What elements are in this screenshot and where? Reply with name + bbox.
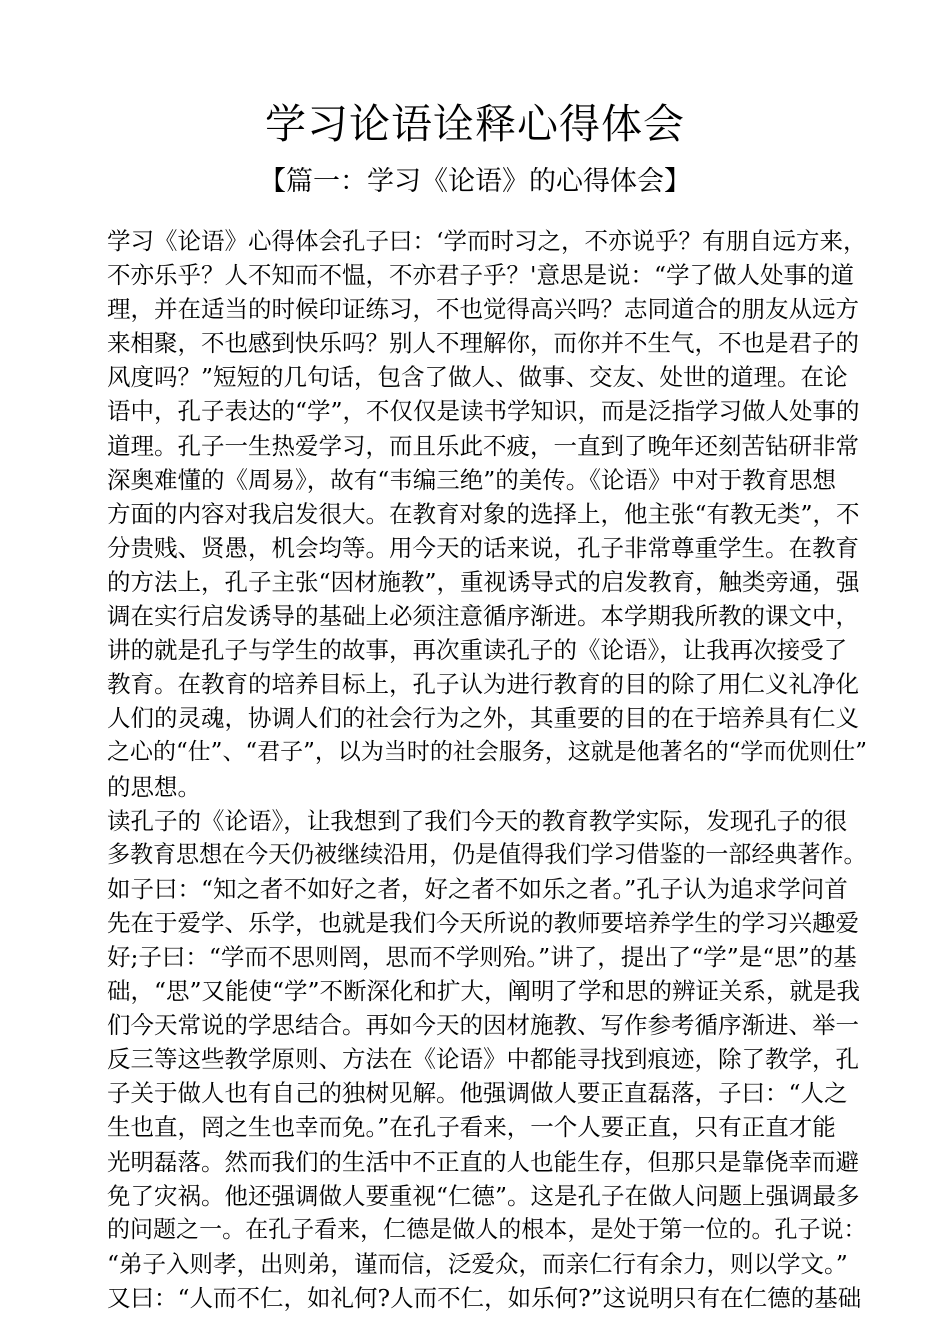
text-line: 子关于做人也有自己的独树见解。他强调做人要正直磊落，子曰：“人之	[107, 1079, 848, 1108]
text-line: 免了灾祸。他还强调做人要重视“仁德”。这是孔子在做人问题上强调最多	[107, 1181, 860, 1210]
text-line: 方面的内容对我启发很大。在教育对象的选择上，他主张“有教无类”，不	[107, 499, 860, 528]
text-line: 的思想。	[107, 772, 201, 801]
text-line: 人们的灵魂，协调人们的社会行为之外，其重要的目的在于培养具有仁义	[107, 704, 859, 733]
text-line: 学习《论语》心得体会孔子曰：‘学而时习之，不亦说乎？有朋自远方来，	[107, 227, 867, 255]
document-subtitle: 【篇一：学习《论语》的心得体会】	[259, 166, 691, 197]
text-line: 好;子曰：“学而不思则罔，思而不学则殆。”讲了，提出了“学”是“思”的基	[107, 942, 857, 971]
text-line: 调在实行启发诱导的基础上必须注意循序渐进。本学期我所教的课文中，	[107, 602, 859, 631]
text-line: 读孔子的《论语》，让我想到了我们今天的教育教学实际，发现孔子的很	[107, 806, 848, 835]
text-line: 光明磊落。然而我们的生活中不正直的人也能生存，但那只是靠侥幸而避	[107, 1147, 859, 1176]
text-line: 风度吗？”短短的几句话，包含了做人、做事、交友、处世的道理。在论	[107, 363, 848, 392]
text-line: 来相聚，不也感到快乐吗？别人不理解你，而你并不生气，不也是君子的	[107, 329, 859, 358]
text-line: 又曰：“人而不仁，如礼何?人而不仁，如乐何?”这说明只有在仁德的基础	[107, 1283, 862, 1312]
text-line: “弟子入则孝，出则弟，谨而信，泛爱众，而亲仁行有余力，则以学文。”	[107, 1249, 848, 1278]
text-line: 如子曰：“知之者不如好之者，好之者不如乐之者。”孔子认为追求学问首	[107, 874, 848, 903]
text-line: 础，“思”又能使“学”不断深化和扩大，阐明了学和思的辨证关系，就是我	[107, 977, 861, 1006]
text-line: 教育。在教育的培养目标上，孔子认为进行教育的目的除了用仁义礼净化	[107, 670, 859, 699]
text-line: 们今天常说的学思结合。再如今天的因材施教、写作参考循序渐进、举一	[107, 1011, 859, 1040]
text-line: 多教育思想在今天仍被继续沿用，仍是值得我们学习借鉴的一部经典著作。	[107, 841, 867, 868]
text-line: 反三等这些教学原则、方法在《论语》中都能寻找到痕迹，除了教学，孔	[107, 1045, 859, 1074]
text-line: 道理。孔子一生热爱学习，而且乐此不疲，一直到了晚年还刻苦钻研非常	[107, 431, 859, 460]
text-line: 分贵贱、贤愚，机会均等。用今天的话来说，孔子非常尊重学生。在教育	[107, 533, 859, 562]
text-line: 深奥难懂的《周易》，故有“韦编三绝”的美传。《论语》中对于教育思想	[107, 465, 837, 494]
text-line: 生也直，罔之生也幸而免。”在孔子看来，一个人要正直，只有正直才能	[107, 1113, 836, 1142]
text-line: 先在于爱学、乐学，也就是我们今天所说的教师要培养学生的学习兴趣爱	[107, 908, 859, 937]
text-line: 理，并在适当的时候印证练习，不也觉得高兴吗？志同道合的朋友从远方	[107, 295, 859, 324]
text-line: 讲的就是孔子与学生的故事，再次重读孔子的《论语》，让我再次接受了	[107, 636, 848, 665]
body-text	[107, 224, 867, 1315]
text-line: 的方法上，孔子主张“因材施教”，重视诱导式的启发教育，触类旁通，强	[107, 567, 860, 596]
text-line: 不亦乐乎？人不知而不愠，不亦君子乎？'意思是说：“学了做人处事的道	[107, 261, 854, 290]
text-line: 的问题之一。在孔子看来，仁德是做人的根本，是处于第一位的。孔子说：	[107, 1216, 867, 1243]
text-line: 语中，孔子表达的“学”，不仅仅是读书学知识，而是泛指学习做人处事的	[107, 397, 860, 426]
document-title: 学习论语诠释心得体会	[265, 100, 685, 148]
text-line: 之心的“仕”、“君子”，以为当时的社会服务，这就是他著名的“学而优则仕”	[107, 739, 867, 766]
